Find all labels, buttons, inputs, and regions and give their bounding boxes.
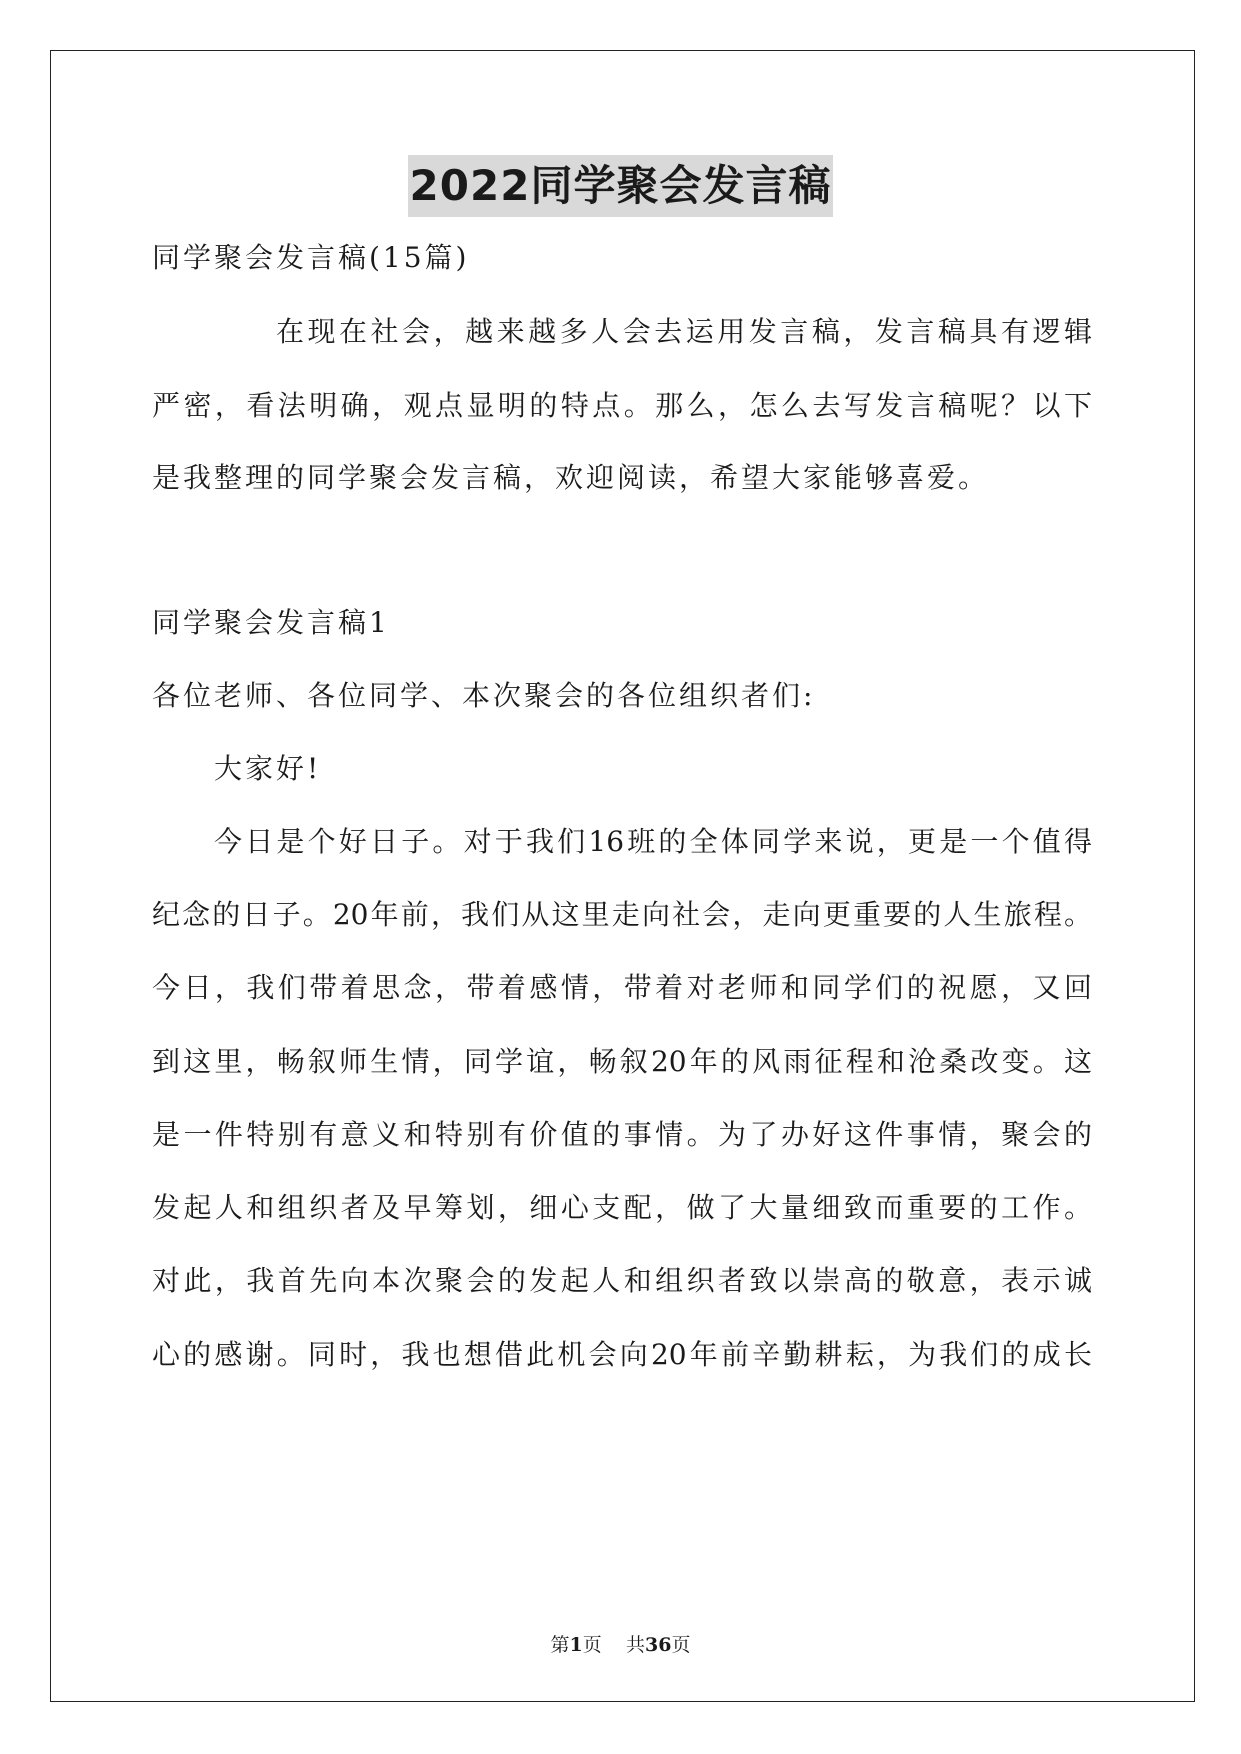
footer-total-prefix: 共 (625, 1634, 645, 1656)
salutation: 各位老师、各位同学、本次聚会的各位组织者们: (152, 679, 816, 712)
body-line-1: 今日是个好日子。对于我们16班的全体同学来说，更是一个值得 (214, 825, 1092, 858)
page-footer (0, 1633, 1241, 1657)
body-line-7: 对此，我首先向本次聚会的发起人和组织者致以崇高的敬意，表示诚 (152, 1264, 1092, 1297)
body-line-2: 纪念的日子。20年前，我们从这里走向社会，走向更重要的人生旅程。 (152, 898, 1092, 931)
intro-line-2: 严密，看法明确，观点显明的特点。那么，怎么去写发言稿呢？以下 (152, 389, 1092, 422)
document-subtitle: 同学聚会发言稿(15篇) (152, 241, 470, 274)
footer-prefix: 第 (550, 1634, 570, 1656)
footer-total-suffix: 页 (671, 1634, 691, 1656)
intro-line-1: 在现在社会，越来越多人会去运用发言稿，发言稿具有逻辑 (276, 315, 1092, 348)
page-border (50, 50, 1195, 1702)
intro-line-3: 是我整理的同学聚会发言稿，欢迎阅读，希望大家能够喜爱。 (152, 461, 990, 494)
footer-page-suffix: 页 (582, 1634, 602, 1656)
document-title: 2022同学聚会发言稿 (408, 155, 834, 217)
body-line-3: 今日，我们带着思念，带着感情，带着对老师和同学们的祝愿，又回 (152, 971, 1092, 1004)
body-line-8: 心的感谢。同时，我也想借此机会向20年前辛勤耕耘，为我们的成长 (152, 1338, 1092, 1371)
body-line-6: 发起人和组织者及早筹划，细心支配，做了大量细致而重要的工作。 (152, 1191, 1092, 1224)
section-heading: 同学聚会发言稿1 (152, 606, 390, 639)
footer-total-pages: 36 (644, 1634, 672, 1656)
body-line-4: 到这里，畅叙师生情，同学谊，畅叙20年的风雨征程和沧桑改变。这 (152, 1045, 1092, 1078)
title-wrap (0, 155, 1241, 217)
body-line-5: 是一件特别有意义和特别有价值的事情。为了办好这件事情，聚会的 (152, 1118, 1092, 1151)
greeting: 大家好! (214, 752, 322, 785)
footer-page-number: 1 (569, 1634, 583, 1656)
